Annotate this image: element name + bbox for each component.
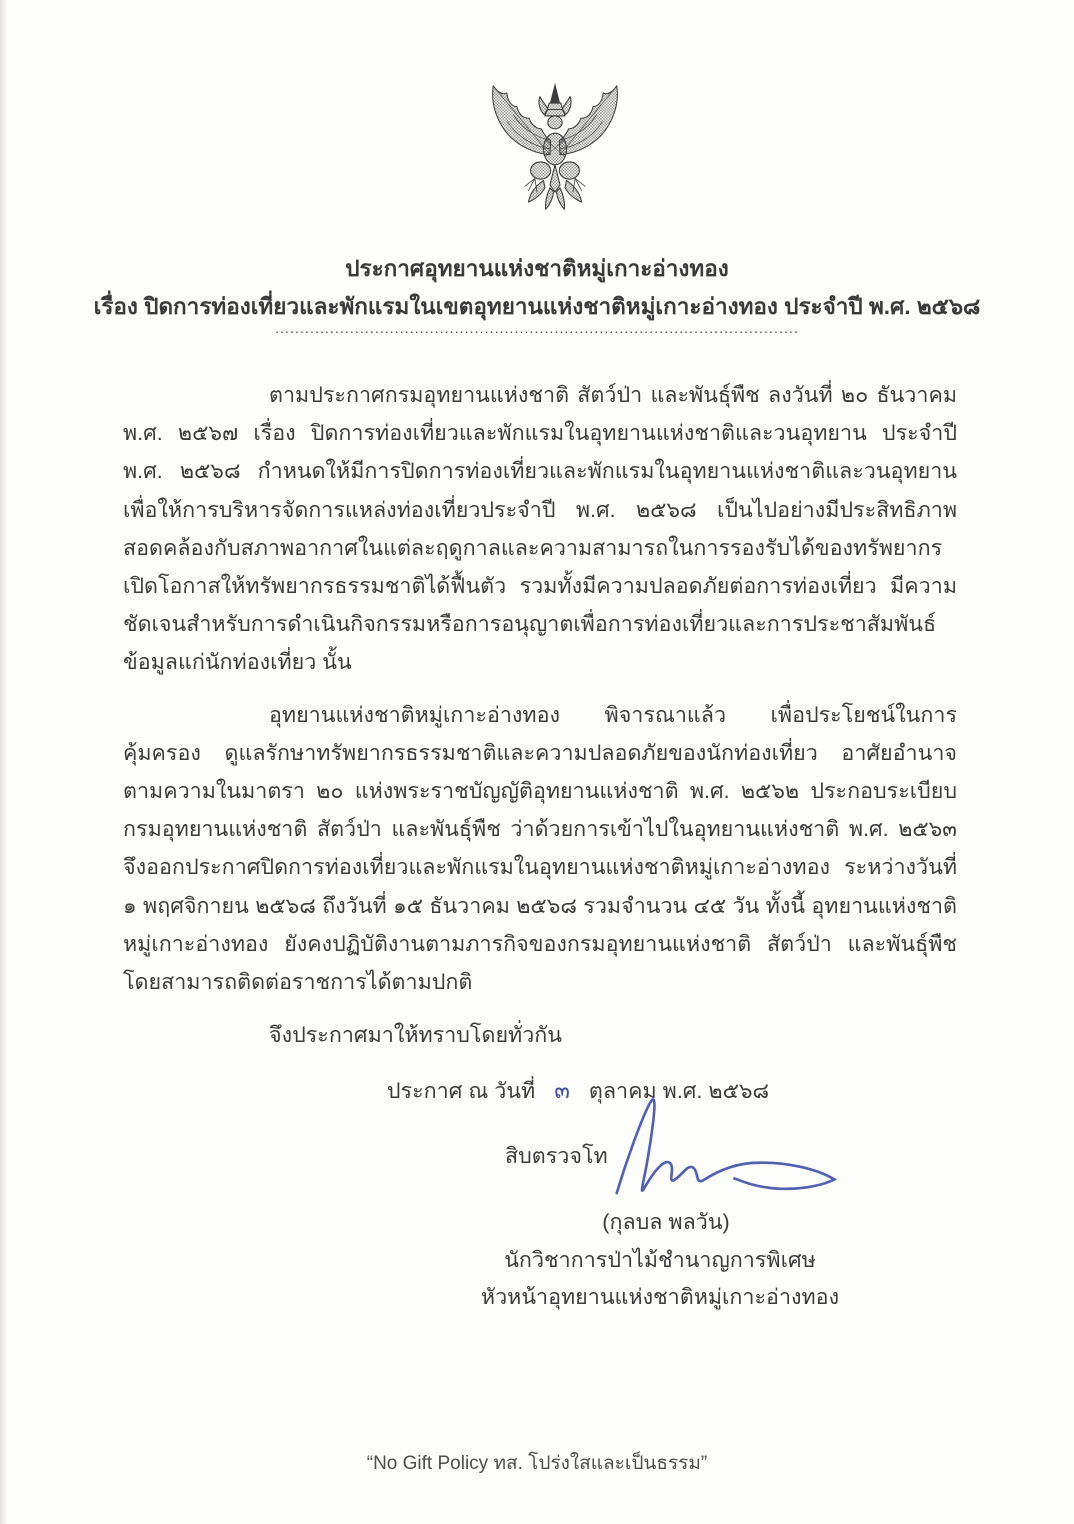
- date-prefix: ประกาศ ณ วันที่: [386, 1079, 536, 1104]
- announcement-body: [123, 376, 957, 1329]
- signer-position-1: นักวิชาการป่าไม้ชำนาญการพิเศษ: [504, 1247, 816, 1272]
- body-paragraph-2: อุทยานแห่งชาติหมู่เกาะอ่างทอง พิจารณาแล้ว เพื่อประโยชน์ในการคุ้มครอง ดูแลรักษาทรัพยากรธรรมชาติและความปลอดภัยของนักท่องเที่ยว อาศัยอำนาจตามความในมาตรา ๒๐ แห่งพระราชบัญญัติอุทยานแห่งชาติ พ.ศ. ๒๕๖๒ ประกอบระเบียบกรมอุทยานแห่งชาติ สัตว์ป่า และพันธุ์พืช ว่าด้วยการเข้าไปในอุทยานแห่งชาติ พ.ศ. ๒๕๖๓ จึงออกประกาศปิดการท่องเที่ยวและพักแรมในอุทยานแห่งชาติหมู่เกาะอ่างทอง ระหว่างวันที่ ๑ พฤศจิกายน ๒๕๖๘ ถึงวันที่ ๑๕ ธันวาคม ๒๕๖๘ รวมจำนวน ๔๕ วัน ทั้งนี้ อุทยานแห่งชาติหมู่เกาะอ่างทอง ยังคงปฏิบัติงานตามภารกิจของกรมอุทยานแห่งชาติ สัตว์ป่า และพันธุ์พืช โดยสามารถติดต่อราชการได้ตามปกติ: [123, 702, 957, 995]
- signer-rank: สิบตรวจโท: [505, 1143, 608, 1168]
- signature-block: [123, 1115, 957, 1329]
- garuda-emblem-icon: [476, 76, 634, 227]
- divider-dots: .........................................................................................................: [275, 320, 799, 336]
- closing-line: จึงประกาศมาให้ทราบโดยทั่วกัน: [269, 1023, 563, 1048]
- announcement-subject: เรื่อง ปิดการท่องเที่ยวและพักแรมในเขตอุทยานแห่งชาติหมู่เกาะอ่างทอง ประจำปี พ.ศ. ๒๕๖๘: [93, 294, 981, 319]
- footer-slogan: “No Gift Policy ทส. โปร่งใสและเป็นธรรม”: [366, 1453, 708, 1474]
- body-paragraph-1: ตามประกาศกรมอุทยานแห่งชาติ สัตว์ป่า และพันธุ์พืช ลงวันที่ ๒๐ ธันวาคม พ.ศ. ๒๕๖๗ เรื่อง ปิดการท่องเที่ยวและพักแรมในอุทยานแห่งชาติและวนอุทยาน ประจำปี พ.ศ. ๒๕๖๘ กำหนดให้มีการปิดการท่องเที่ยวและพักแรมในอุทยานแห่งชาติและวนอุทยาน เพื่อให้การบริหารจัดการแหล่งท่องเที่ยวประจำปี พ.ศ. ๒๕๖๘ เป็นไปอย่างมีประสิทธิภาพ สอดคล้องกับสภาพอากาศในแต่ละฤดูกาลและความสามารถในการรองรับได้ของทรัพยากร เปิดโอกาสให้ทรัพยากรธรรมชาติได้ฟื้นตัว รวมทั้งมีความปลอดภัยต่อการท่องเที่ยว มีความชัดเจนสำหรับการดำเนินกิจกรรมหรือการอนุญาตเพื่อการท่องเที่ยวและการประชาสัมพันธ์ข้อมูลแก่นักท่องเที่ยว นั้น: [123, 383, 957, 675]
- announcement-title: ประกาศอุทยานแห่งชาติหมู่เกาะอ่างทอง: [345, 256, 729, 281]
- date-suffix: ตุลาคม พ.ศ. ๒๕๖๘: [588, 1079, 770, 1104]
- signature-ink: [601, 1091, 856, 1221]
- signer-position-2: หัวหน้าอุทยานแห่งชาติหมู่เกาะอ่างทอง: [480, 1284, 840, 1309]
- handwritten-day: ๓: [554, 1077, 570, 1104]
- signer-name: (กุลบล พลวัน): [602, 1209, 730, 1234]
